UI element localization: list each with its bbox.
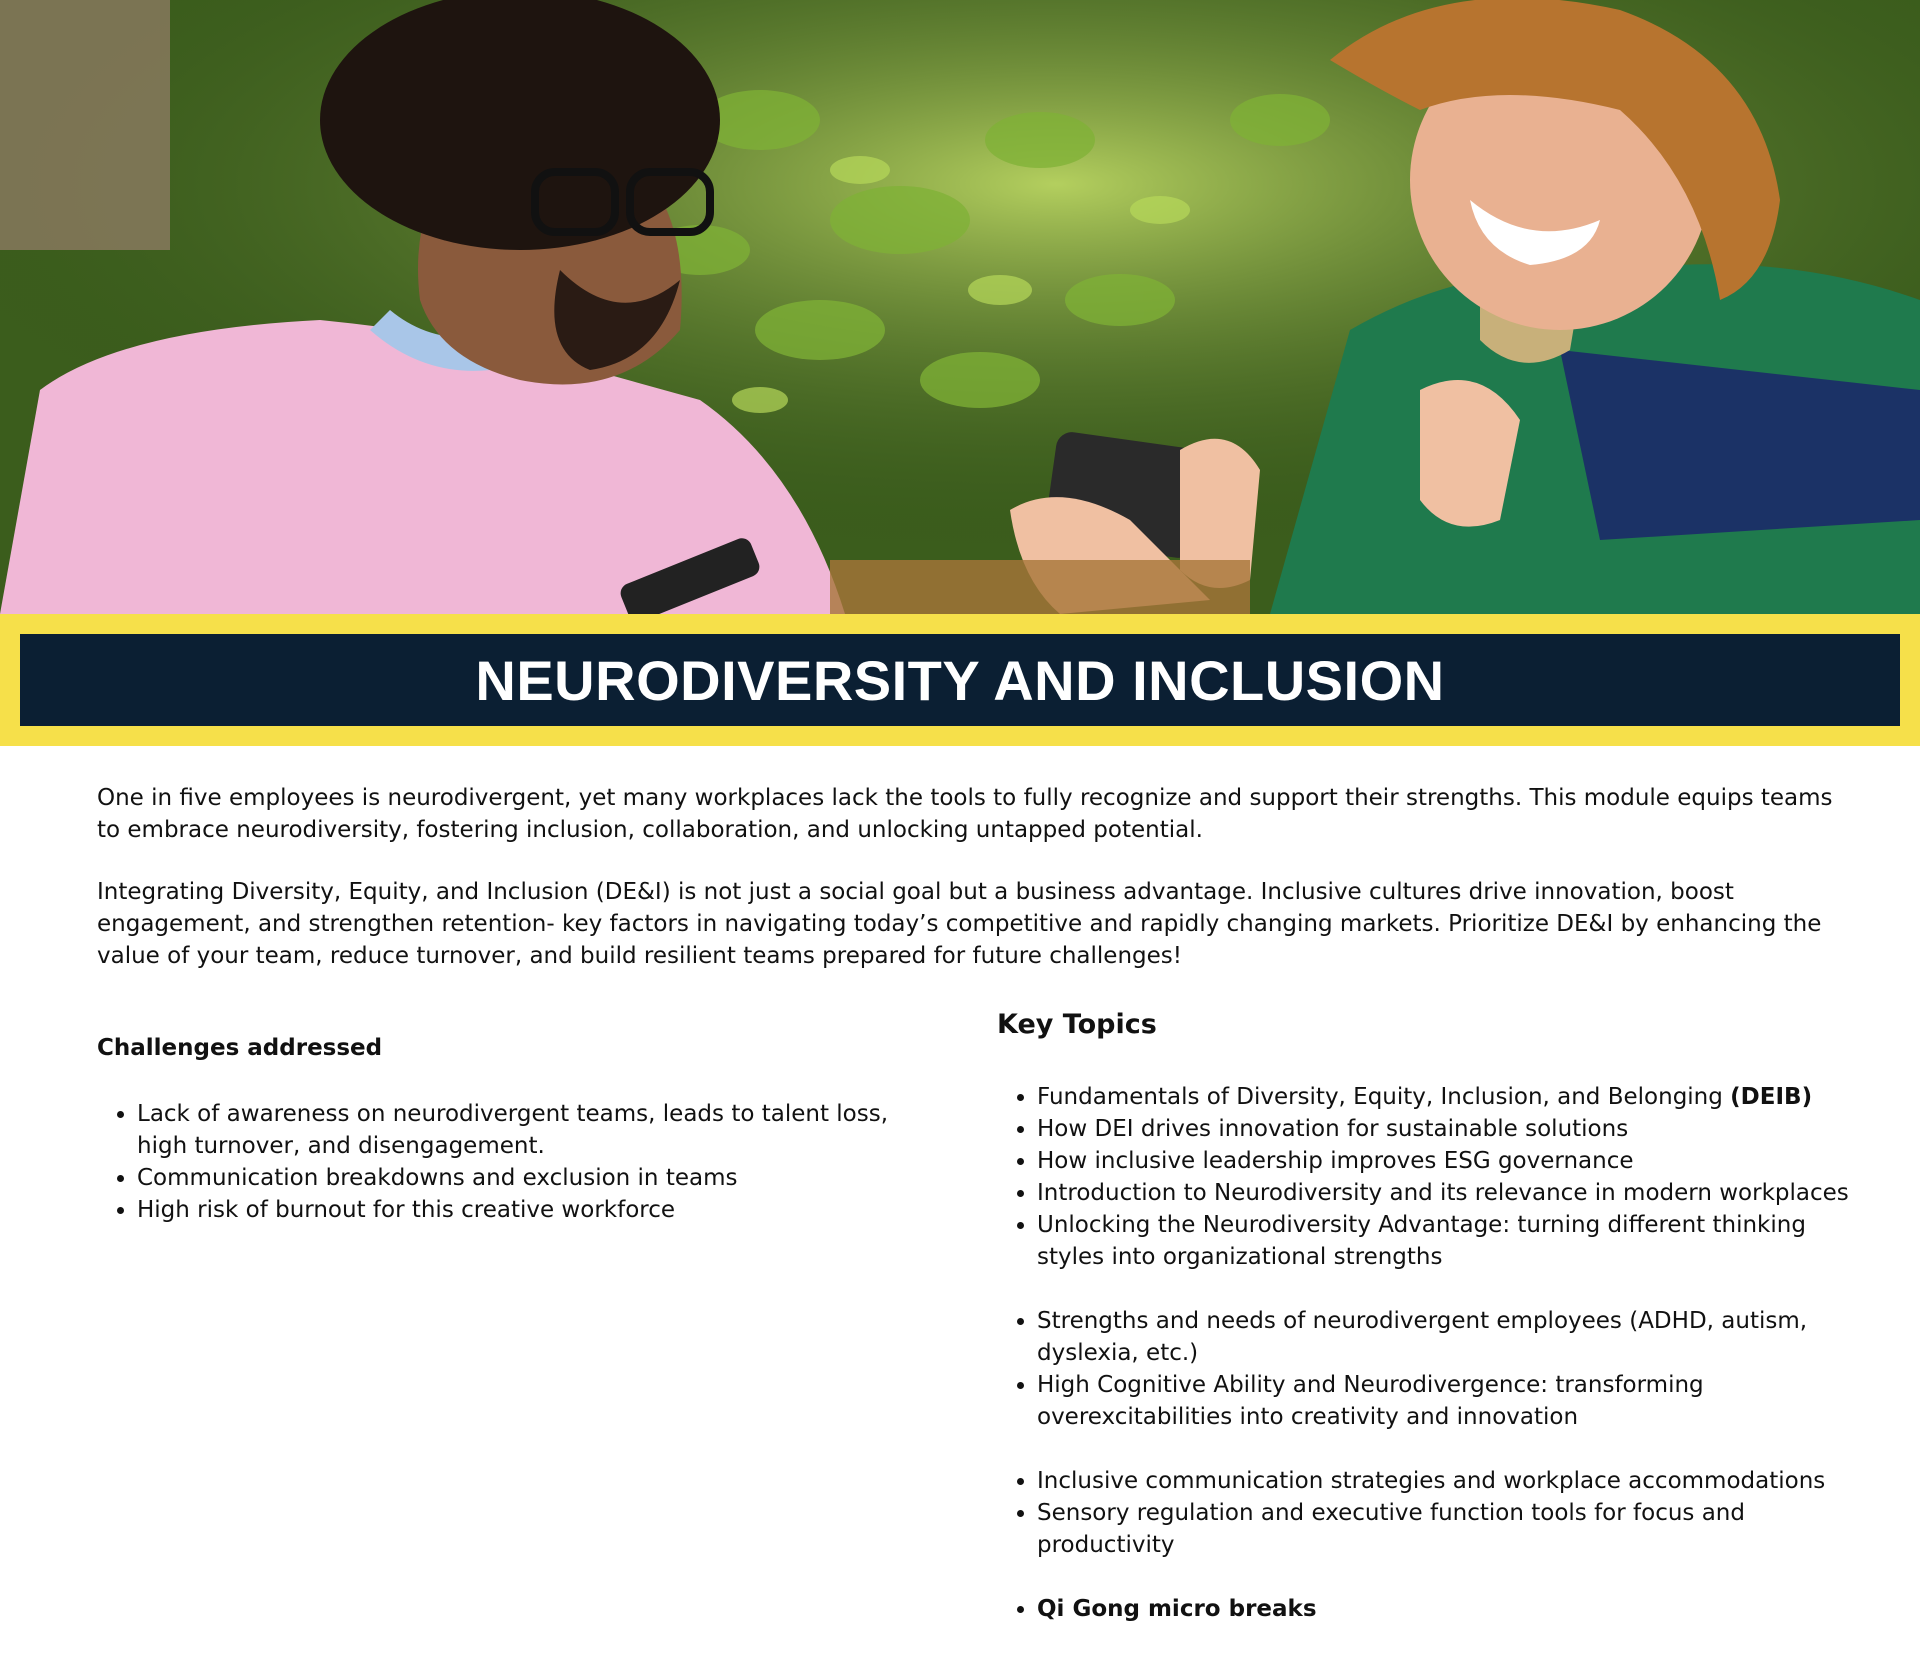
list-item: • Lack of awareness on neurodivergent teams, leads to talent loss, high turnover, and disengagement. — [137, 1098, 917, 1162]
key-topics-section — [997, 1005, 1877, 1625]
list-item: • Unlocking the Neurodiversity Advantage: turning different thinking styles into organizational strengths — [1037, 1209, 1877, 1273]
title-banner — [0, 614, 1920, 746]
list-item: • Inclusive communication strategies and workplace accommodations — [1037, 1465, 1877, 1497]
key-topics-list — [997, 1081, 1877, 1625]
hero-photo — [0, 0, 1920, 614]
title-banner-inner — [20, 634, 1900, 726]
challenges-heading: Challenges addressed — [97, 1035, 383, 1061]
challenges-section — [97, 1032, 917, 1226]
list-item-text: Fundamentals of Diversity, Equity, Inclusion, and Belonging — [1037, 1084, 1731, 1110]
list-item: • Sensory regulation and executive function tools for focus and productivity — [1037, 1497, 1877, 1561]
list-item: • Communication breakdowns and exclusion in teams — [137, 1162, 917, 1194]
list-item: • Strengths and needs of neurodivergent employees (ADHD, autism, dyslexia, etc.) — [1037, 1305, 1877, 1369]
list-item — [1037, 1081, 1877, 1113]
list-item-bold: (DEIB) — [1730, 1084, 1813, 1110]
page-title: NEURODIVERSITY AND INCLUSION — [475, 648, 1445, 712]
challenges-list — [97, 1098, 917, 1226]
intro-section — [97, 782, 1837, 1002]
list-item: • How DEI drives innovation for sustainable solutions — [1037, 1113, 1877, 1145]
key-topics-heading: Key Topics — [997, 1009, 1157, 1040]
hero-illustration — [0, 0, 1920, 614]
list-item: • Introduction to Neurodiversity and its relevance in modern workplaces — [1037, 1177, 1877, 1209]
list-item: • How inclusive leadership improves ESG governance — [1037, 1145, 1877, 1177]
intro-paragraph-1: One in five employees is neurodivergent, yet many workplaces lack the tools to fully recognize and support their strengths. This module equips teams to embrace neurodiversity, fostering inclusion, collaboration, and unlocking untapped potential. — [97, 785, 1833, 843]
list-item: • High risk of burnout for this creative workforce — [137, 1194, 917, 1226]
list-item: • Qi Gong micro breaks — [1037, 1593, 1877, 1625]
list-item: • High Cognitive Ability and Neurodivergence: transforming overexcitabilities into creativity and innovation — [1037, 1369, 1877, 1433]
intro-paragraph-2: Integrating Diversity, Equity, and Inclusion (DE&I) is not just a social goal but a business advantage. Inclusive cultures drive innovation, boost engagement, and strengthen retention- key factors in navigating today’s competitive and rapidly changing markets. Prioritize DE&I by enhancing the value of your team, reduce turnover, and build resilient teams prepared for future challenges! — [97, 879, 1822, 969]
